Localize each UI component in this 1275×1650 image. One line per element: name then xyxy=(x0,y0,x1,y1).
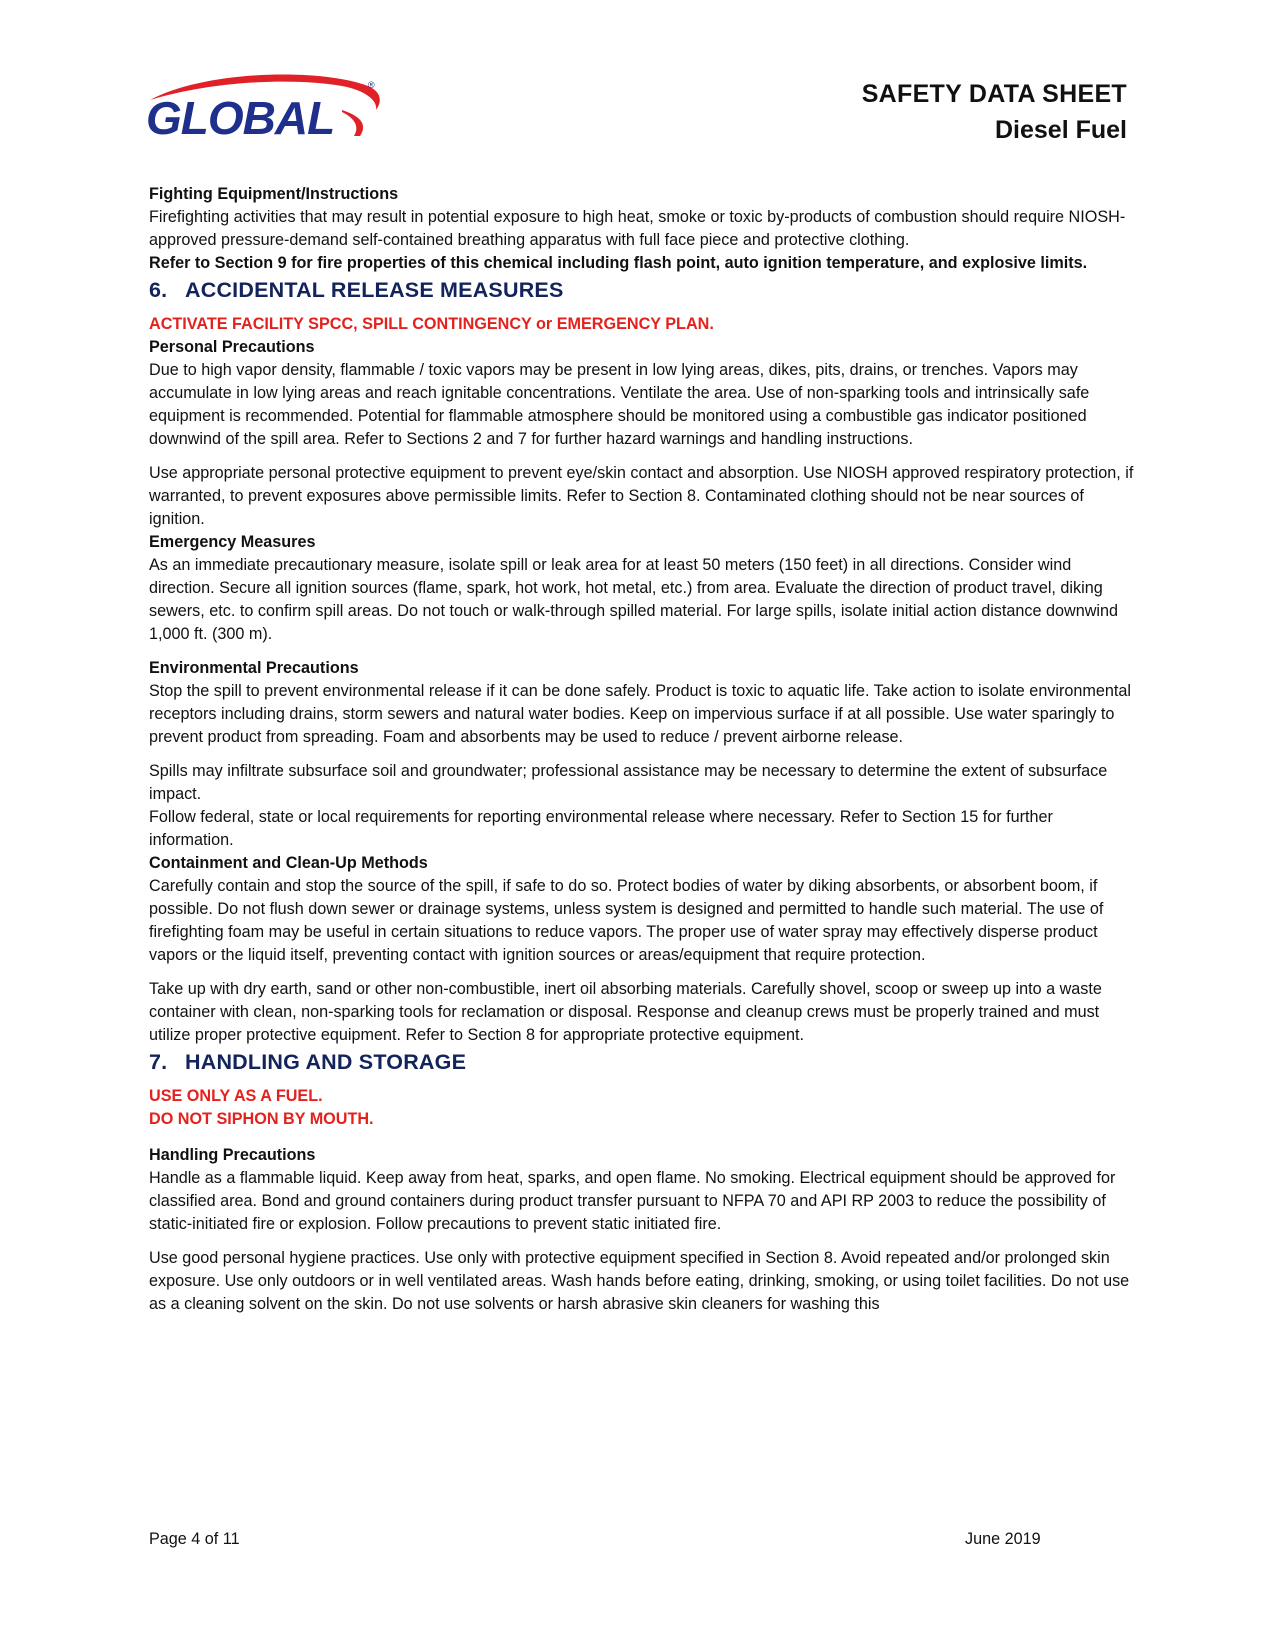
environmental-precautions-p3: Follow federal, state or local requirements for reporting environmental release where necessary. Refer to Section 15 for further information. xyxy=(149,808,1053,849)
section-6-title: ACCIDENTAL RELEASE MEASURES xyxy=(185,278,564,302)
document-subtitle: Diesel Fuel xyxy=(995,116,1127,144)
personal-precautions-heading: Personal Precautions xyxy=(149,338,315,356)
document-header xyxy=(862,76,1127,148)
handling-precautions-block xyxy=(149,1144,1134,1236)
section-7-title: HANDLING AND STORAGE xyxy=(185,1050,467,1074)
page-number: Page 4 of 11 xyxy=(149,1530,240,1548)
section-7-number: 7. xyxy=(149,1050,168,1074)
section-7-heading xyxy=(149,1047,1134,1077)
global-logo xyxy=(146,72,396,150)
section-6-heading xyxy=(149,275,1134,305)
environmental-precautions-p1: Stop the spill to prevent environmental release if it can be done safely. Product is toxic to aquatic life. Take action to isolate environmental receptors including drains, storm sewers and natural water bodies. Keep on impervious surface if at all possible. Use water sparingly to prevent product from spreading. Foam and absorbents may be used to reduce / prevent airborne release. xyxy=(149,682,1131,746)
personal-precautions-block xyxy=(149,336,1134,451)
section-7-alert-2: DO NOT SIPHON BY MOUTH. xyxy=(149,1110,374,1128)
emergency-measures-heading: Emergency Measures xyxy=(149,533,316,551)
logo-wordmark: GLOBAL xyxy=(146,92,335,144)
revision-date: June 2019 xyxy=(965,1530,1041,1548)
section-6-alert: ACTIVATE FACILITY SPCC, SPILL CONTINGENCY or EMERGENCY PLAN. xyxy=(149,315,714,333)
document-title: SAFETY DATA SHEET xyxy=(861,80,1127,108)
handling-precautions-heading: Handling Precautions xyxy=(149,1146,316,1164)
firefighting-block xyxy=(149,183,1134,252)
registered-mark: ® xyxy=(368,80,375,90)
personal-precautions-p2: Use appropriate personal protective equipment to prevent eye/skin contact and absorption. Use NIOSH approved respiratory protection, if warranted, to prevent exposures above permissible limits. Refer to Section 8. Contaminated clothing should not be near sources of ignition. xyxy=(149,464,1134,528)
handling-precautions-p2: Use good personal hygiene practices. Use only with protective equipment specified in Section 8. Avoid repeated and/or prolonged skin exposure. Use only outdoors or in well ventilated areas. Wash hands before eating, drinking, smoking, or using toilet facilities. Do not use as a cleaning solvent on the skin. Do not use solvents or harsh abrasive skin cleaners for washing this xyxy=(149,1249,1130,1313)
emergency-measures-block xyxy=(149,531,1134,646)
firefighting-text: Firefighting activities that may result in potential exposure to high heat, smoke or toxic by-products of combustion should require NIOSH- approved pressure-demand self-contained breathing apparatus with full face piece and protective clothing. xyxy=(149,208,1126,249)
section-7-alerts xyxy=(149,1085,1134,1131)
fire-properties-note: Refer to Section 9 for fire properties of this chemical including flash point, auto ignition temperature, and explosive limits. xyxy=(149,254,1088,272)
containment-block xyxy=(149,852,1134,967)
containment-p1: Carefully contain and stop the source of the spill, if safe to do so. Protect bodies of water by diking absorbents, or absorbent boom, if possible. Do not flush down sewer or drainage systems, unless system is designed and permitted to handle such material. The use of firefighting foam may be useful in certain situations to reduce vapors. The proper use of water spray may effectively disperse product vapors or the liquid itself, preventing contact with ignition sources or areas/equipment that require protection. xyxy=(149,877,1104,964)
environmental-precautions-heading: Environmental Precautions xyxy=(149,659,359,677)
handling-precautions-p1: Handle as a flammable liquid. Keep away from heat, sparks, and open flame. No smoking. Electrical equipment should be approved for classified area. Bond and ground containers during product transfer pursuant to NFPA 70 and API RP 2003 to reduce the possibility of static-initiated fire or explosion. Follow precautions to prevent static initiated fire. xyxy=(149,1169,1116,1233)
personal-precautions-p1: Due to high vapor density, flammable / toxic vapors may be present in low lying areas, dikes, pits, drains, or trenches. Vapors may accumulate in low lying areas and reach ignitable concentrations. Ventilate the area. Use of non-sparking tools and intrinsically safe equipment is recommended. Potential for flammable atmosphere should be monitored using a combustible gas indicator positioned downwind of the spill area. Refer to Sections 2 and 7 for further hazard warnings and handling instructions. xyxy=(149,361,1090,448)
containment-p2: Take up with dry earth, sand or other non-combustible, inert oil absorbing materials. Carefully shovel, scoop or sweep up into a waste container with clean, non-sparking tools for reclamation or disposal. Response and cleanup crews must be properly trained and must utilize proper protective equipment. Refer to Section 8 for appropriate protective equipment. xyxy=(149,980,1102,1044)
emergency-measures-p1: As an immediate precautionary measure, isolate spill or leak area for at least 50 meters (150 feet) in all directions. Consider wind direction. Secure all ignition sources (flame, spark, hot work, hot metal, etc.) from area. Evaluate the direction of product travel, diking sewers, etc. to confirm spill areas. Do not touch or walk-through spilled material. For large spills, isolate initial action distance downwind 1,000 ft. (300 m). xyxy=(149,556,1118,643)
environmental-precautions-block xyxy=(149,657,1134,749)
section-6-number: 6. xyxy=(149,278,168,302)
environmental-precautions-p2: Spills may infiltrate subsurface soil and groundwater; professional assistance may be necessary to determine the extent of subsurface impact. xyxy=(149,762,1108,803)
section-7-alert-1: USE ONLY AS A FUEL. xyxy=(149,1087,323,1105)
document-body xyxy=(149,183,1134,1316)
containment-heading: Containment and Clean-Up Methods xyxy=(149,854,428,872)
firefighting-heading: Fighting Equipment/Instructions xyxy=(149,185,399,203)
